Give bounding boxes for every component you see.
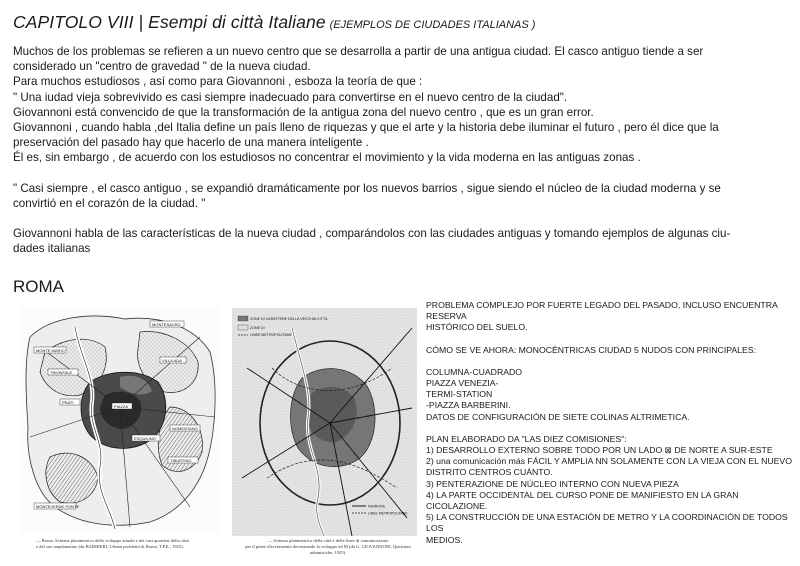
page-title: CAPITOLO VIII | Esempi di città Italiane (13, 12, 326, 32)
notes-line: DISTRITO CENTROS CUÁNTO. (426, 467, 553, 478)
rome-communication-plan-map (232, 308, 417, 536)
map-label: NOMENTANO (172, 426, 198, 431)
body-line: dades italianas (13, 242, 91, 256)
map-label: MONTE MARIO (36, 348, 65, 353)
body-text (13, 44, 788, 256)
notes-line: DATOS DE CONFIGURACIÓN DE SIETE COLINAS ALTRIMETICA. (426, 411, 690, 422)
body-line: Muchos de los problemas se refieren a un nuevo centro que se desarrolla a partir de una antigua ciudad. El casco antiguo tiende a ser (13, 45, 704, 58)
map-label: VILLA ADA (162, 358, 182, 363)
notes-line: PIAZZA VENEZIA- (426, 378, 499, 389)
notes-line: 2) una comunicación más FÁCIL Y AMPLIA NN SOLAMENTE CON LA VIEJA CON EL NUEVO (426, 456, 792, 467)
legend-label: ZONE DI (250, 326, 265, 330)
rome-district-map (20, 307, 220, 533)
body-line: Giovannoni , cuando habla ,del Italia define un país lleno de riquezas y que el arte y la historia debe iluminar el futuro , pero él dice que la (13, 121, 719, 135)
map-left-caption: — Roma. Schema planimetrico dello sviluppo attuale e dei vari quartieri della città e del suo ampliamento (da BARBIERI, Urbani problemi di Roma, T.P.E., 1925). (36, 538, 189, 549)
notes-line: 4) LA PARTE OCCIDENTAL DEL CURSO PONE DE MANIFIESTO EN LA GRAN CICOLAZIONE. (426, 489, 739, 512)
notes-line: MEDIOS. (426, 534, 463, 545)
map-label: MONTEVERDE PONTE (36, 504, 80, 509)
notes-line: 3) PENTERAZIONE DE NÚCLEO INTERNO CON NUEVA PIEZA (426, 478, 679, 489)
legend-label: ZONE DI CARATTERE DELLA VECCHIA CITTÀ (250, 317, 328, 321)
map-label: TRIONFALE (50, 370, 73, 375)
body-line: preservación del pasado hay que hacerlo de una manera inteligente . (13, 136, 369, 150)
body-line: Para muchos estudiosos , así como para Giovannoni , esboza la teoría de que : (13, 75, 423, 89)
legend-label: LINEE METROPOLITANE (250, 333, 292, 337)
notes-line: HISTÓRICO DEL SUELO. (426, 322, 528, 333)
section-title-roma: ROMA (13, 277, 64, 296)
notes-line: -PIAZZA BARBERINI. (426, 400, 511, 411)
map-label: PRATI (62, 400, 74, 405)
page-subtitle: (EJEMPLOS DE CIUDADES ITALIANAS ) (329, 19, 536, 31)
body-line: convirtió en el corazón de la ciudad. " (13, 196, 206, 210)
notes-line: CÓMO SE VE AHORA: MONOCÉNTRICAS CIUDAD 5 NUDOS CON PRINCIPALES: (426, 344, 757, 355)
map-label: TIBURTINO (170, 458, 192, 463)
body-line: Giovannoni habla de las características de la nueva ciudad , comparándolos con las ciudades antiguas y tomando ejemplos de algunas ciu- (13, 227, 731, 241)
legend-label: FERROVIE (368, 504, 386, 509)
map-label: PIAZZA (114, 404, 129, 409)
body-line: considerado un "centro de gravedad " de la nueva ciudad. (13, 60, 311, 74)
map-right-caption: — Schema planimetrico della città e delle linee di comunicazione per il piano d'avviamento decentrando lo sviluppo ed M (da G. GIOVANNONI, Questioni urbanistiche, 1925). (245, 538, 411, 555)
notes-line: 5) LA CONSTRUCCIÓN DE UNA ESTACIÓN DE METRO Y LA COORDINACIÓN DE TODOS LOS (426, 512, 788, 534)
roma-notes (426, 300, 796, 546)
body-line: " Una iudad vieja sobrevivido es casi siempre inadecuado para convertirse en el nuevo centro de la ciudad". (13, 90, 568, 104)
page-header (13, 12, 535, 33)
legend-label: LINEE METROPOLITANE (368, 511, 408, 516)
notes-line: 1) DESARROLLO EXTERNO SOBRE TODO POR UN LADO ⊠ DE NORTE A SUR-ESTE (426, 445, 773, 456)
body-line: " Casi siempre , el casco antiguo , se expandió dramáticamente por los nuevos barrios , sigue siendo el núcleo de la ciudad moderna y se (13, 181, 721, 195)
notes-line: COLUMNA-CUADRADO (426, 366, 523, 377)
notes-line: TERMI-STATION (426, 389, 493, 400)
notes-line: PLAN ELABORADO DA "LAS DIEZ COMISIONES": (426, 433, 627, 444)
notes-line: PROBLEMA COMPLEJO POR FUERTE LEGADO DEL PASADO, INCLUSO ENCUENTRA RESERVA (426, 300, 778, 322)
map-label: MONTESACRO (152, 322, 181, 327)
body-line: Giovannoni está convencido de que la transformación de la antigua zona del nuevo centro , que es un gran error. (13, 105, 594, 119)
body-line: Él es, sin embargo , de acuerdo con los estudiosos no concentrar el movimiento y la vida moderna en las antiguas zonas . (13, 151, 641, 165)
map-label: ESQUILINO (134, 436, 156, 441)
